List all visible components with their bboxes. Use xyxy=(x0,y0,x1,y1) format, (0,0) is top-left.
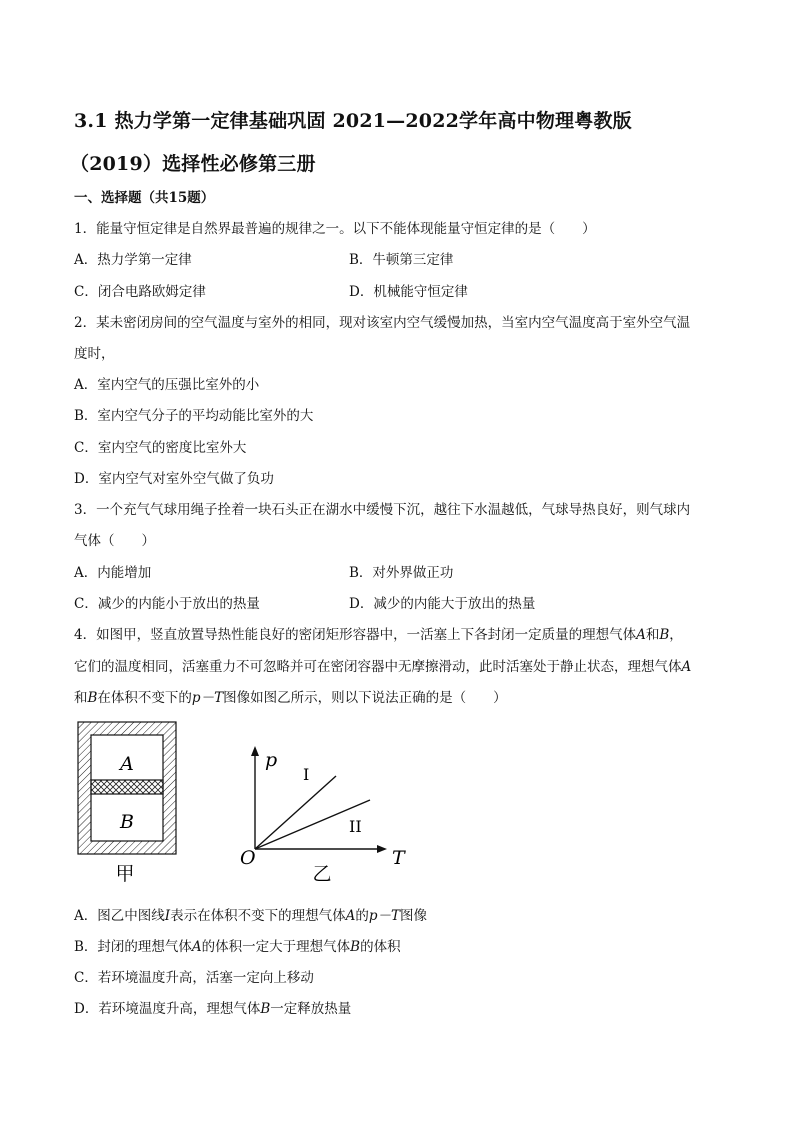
q4-b-text3: 的体积 xyxy=(360,939,401,955)
q2-stem-line1: 2．某未密闭房间的空气温度与室外的相同，现对该室内空气缓慢加热，当室内空气温度高于室外空气温 xyxy=(74,315,691,331)
container-diagram xyxy=(78,722,176,885)
q4-d-text1: D．若环境温度升高，理想气体 xyxy=(74,1001,261,1017)
q4-a-text1: A．图乙中图线 xyxy=(74,908,165,924)
section-heading: 一、选择题（共15题） xyxy=(74,190,215,206)
var-a: A xyxy=(636,627,646,643)
var-a: A xyxy=(345,908,356,924)
q3-option-d: D．减少的内能大于放出的热量 xyxy=(349,596,536,612)
var-b: B xyxy=(87,690,98,706)
axis-t-label: T xyxy=(392,847,405,869)
q3-stem-line2: 气体（ ） xyxy=(74,533,155,549)
q4-a-text2: 表示在体积不变下的理想气体 xyxy=(170,908,346,924)
line-i xyxy=(255,776,336,849)
q1-option-b: B．牛顿第三定律 xyxy=(349,252,454,268)
q4-a-text3: 图像 xyxy=(400,908,427,924)
caption-jia: 甲 xyxy=(115,863,135,885)
line-i-ref: I xyxy=(164,908,171,924)
q4-option-d xyxy=(74,997,351,1017)
q3-option-a: A．内能增加 xyxy=(74,565,152,581)
q4-figure xyxy=(74,718,414,888)
q4-stem-text3: 在体积不变下的 xyxy=(97,690,192,706)
q4-option-c: C．若环境温度升高，活塞一定向上移动 xyxy=(74,970,314,986)
doc-title-line2: （2019）选择性必修第三册 xyxy=(70,153,316,175)
var-b: B xyxy=(659,627,670,643)
q2-option-c: C．室内空气的密度比室外大 xyxy=(74,440,247,456)
doc-title-line1: 3.1 热力学第一定律基础巩固 2021—2022学年高中物理粤教版 xyxy=(74,110,632,132)
q4-stem-line3 xyxy=(74,686,507,706)
q4-stem-text4: 图像如图乙所示，则以下说法正确的是（ ） xyxy=(223,690,507,706)
q4-b-text1: B．封闭的理想气体 xyxy=(74,939,192,955)
q4-and-prefix: 和 xyxy=(74,690,88,706)
line-i-label: I xyxy=(303,765,310,784)
q1-option-c: C．闭合电路欧姆定律 xyxy=(74,284,206,300)
q1-option-d: D．机械能守恒定律 xyxy=(349,284,468,300)
piston xyxy=(91,780,163,794)
pt-label: p－T xyxy=(368,908,400,924)
q4-a-of: 的 xyxy=(355,908,369,924)
q4-stem-text2: 它们的温度相同，活塞重力不可忽略并可在密闭容器中无摩擦滑动，此时活塞处于静止状态，理想气体 xyxy=(74,659,682,675)
q4-b-text2: 的体积一定大于理想气体 xyxy=(201,939,351,955)
q2-option-b: B．室内空气分子的平均动能比室外的大 xyxy=(74,408,314,424)
x-axis-arrow xyxy=(377,845,387,853)
origin-label: O xyxy=(240,847,256,869)
q4-stem-line1 xyxy=(74,623,683,643)
var-b: B xyxy=(350,939,361,955)
q3-option-c: C．减少的内能小于放出的热量 xyxy=(74,596,260,612)
q2-option-a: A．室内空气的压强比室外的小 xyxy=(74,377,260,393)
q3-option-b: B．对外界做正功 xyxy=(349,565,454,581)
q1-stem: 1．能量守恒定律是自然界最普遍的规律之一。以下不能体现能量守恒定律的是（ ） xyxy=(74,221,596,237)
q4-option-b xyxy=(74,935,401,955)
axis-p-label: p xyxy=(265,749,278,771)
chamber-b-label: B xyxy=(120,811,134,833)
caption-yi: 乙 xyxy=(312,863,332,885)
line-ii-label: II xyxy=(349,817,362,836)
pt-label: p－T xyxy=(191,690,224,706)
q2-stem-line2: 度时， xyxy=(74,346,115,362)
var-b: B xyxy=(260,1001,271,1017)
y-axis-arrow xyxy=(251,746,259,756)
q4-stem-line2 xyxy=(74,655,691,675)
q2-option-d: D．室内空气对室外空气做了负功 xyxy=(74,471,274,487)
q4-and: 和 xyxy=(645,627,660,643)
pt-graph xyxy=(240,746,406,885)
q4-comma: ， xyxy=(669,627,683,643)
var-a: A xyxy=(191,939,202,955)
q3-stem-line1: 3．一个充气气球用绳子拴着一块石头正在湖水中缓慢下沉，越往下水温越低，气球导热良好，则气球内 xyxy=(74,502,691,518)
q4-option-a xyxy=(74,904,427,924)
q1-option-a: A．热力学第一定律 xyxy=(74,252,192,268)
chamber-a-label: A xyxy=(120,753,134,775)
var-a: A xyxy=(681,659,692,675)
q4-d-text2: 一定释放热量 xyxy=(270,1001,352,1017)
q4-stem-text: 4．如图甲，竖直放置导热性能良好的密闭矩形容器中，一活塞上下各封闭一定质量的理想气体 xyxy=(74,627,637,643)
